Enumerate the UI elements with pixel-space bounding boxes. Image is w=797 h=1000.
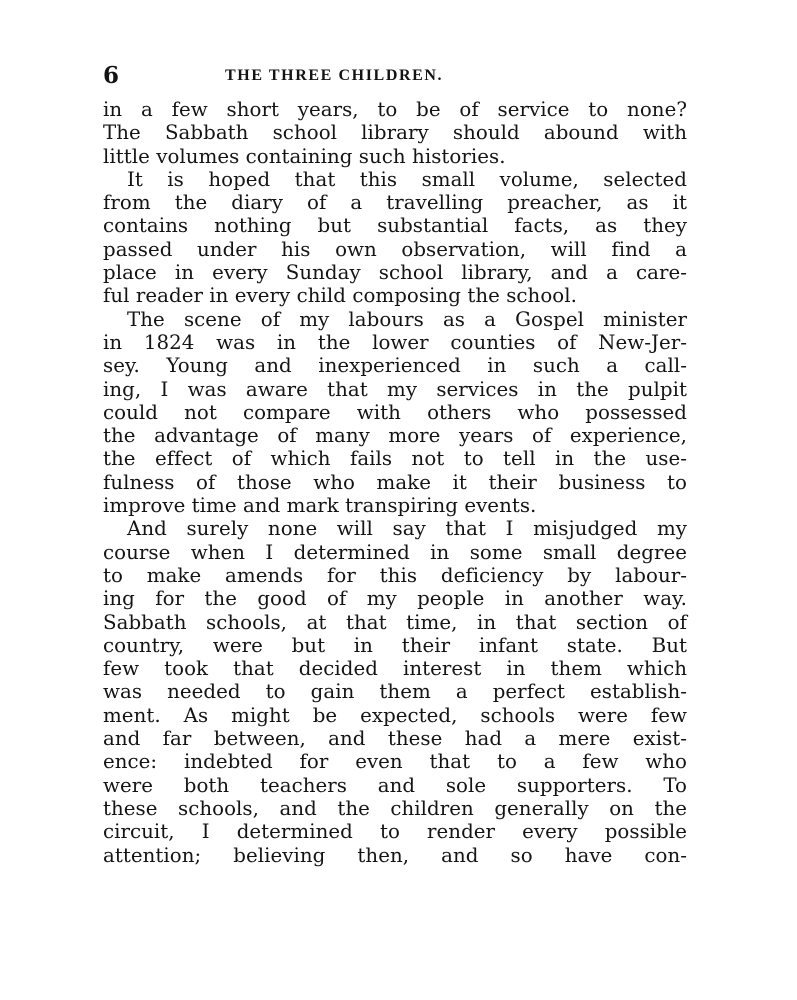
text-line: The Sabbath school library should abound with <box>103 121 687 145</box>
text-line: attention; believing then, and so have con- <box>103 843 687 867</box>
text-line: And surely none will say that I misjudged my <box>127 517 687 541</box>
text-line: from the diary of a travelling preacher, as it <box>103 191 687 215</box>
book-page <box>103 62 687 867</box>
running-head: THE THREE CHILDREN. <box>225 67 444 84</box>
text-line: was needed to gain them a perfect establish- <box>103 680 687 704</box>
paragraph <box>103 98 687 168</box>
text-line: few took that decided interest in them which <box>103 657 687 681</box>
text-line: passed under his own observation, will find a <box>103 237 687 261</box>
text-line: circuit, I determined to render every possible <box>103 820 687 844</box>
text-line: fulness of those who make it their business to <box>103 470 687 494</box>
text-line: ing for the good of my people in another way. <box>103 587 687 611</box>
text-line: the advantage of many more years of experience, <box>103 424 687 448</box>
text-line: contains nothing but substantial facts, as they <box>103 214 687 238</box>
text-line: ing, I was aware that my services in the pulpit <box>103 377 687 401</box>
text-line: ful reader in every child composing the school. <box>103 284 577 308</box>
text-line: sey. Young and inexperienced in such a call- <box>103 354 687 378</box>
text-line: the effect of which fails not to tell in the use- <box>103 447 687 471</box>
text-line: place in every Sunday school library, and a care- <box>103 261 687 285</box>
text-line: these schools, and the children generally on the <box>103 796 687 820</box>
text-line: It is hoped that this small volume, selected <box>127 167 687 191</box>
paragraph <box>103 517 687 866</box>
text-line: country, were but in their infant state. But <box>103 633 687 657</box>
text-line: ence: indebted for even that to a few who <box>103 750 687 774</box>
text-line: in a few short years, to be of service to none? <box>103 98 687 121</box>
text-line: and far between, and these had a mere exist- <box>103 727 687 751</box>
text-line: The scene of my labours as a Gospel minister <box>127 307 687 331</box>
text-line: could not compare with others who possessed <box>103 400 687 424</box>
page-header <box>103 62 687 98</box>
text-line: in 1824 was in the lower counties of New-Jer- <box>103 330 687 354</box>
body-text <box>103 98 687 867</box>
text-line: improve time and mark transpiring events. <box>103 494 537 518</box>
text-line: to make amends for this deficiency by labour- <box>103 563 687 587</box>
paragraph <box>103 308 687 518</box>
text-line: ment. As might be expected, schools were few <box>103 703 687 727</box>
text-line: course when I determined in some small degree <box>103 540 687 564</box>
paragraph <box>103 168 687 308</box>
text-line: little volumes containing such histories. <box>103 144 506 168</box>
text-line: were both teachers and sole supporters. To <box>103 773 687 797</box>
text-line: Sabbath schools, at that time, in that section of <box>103 610 687 634</box>
page-number: 6 <box>103 62 120 89</box>
